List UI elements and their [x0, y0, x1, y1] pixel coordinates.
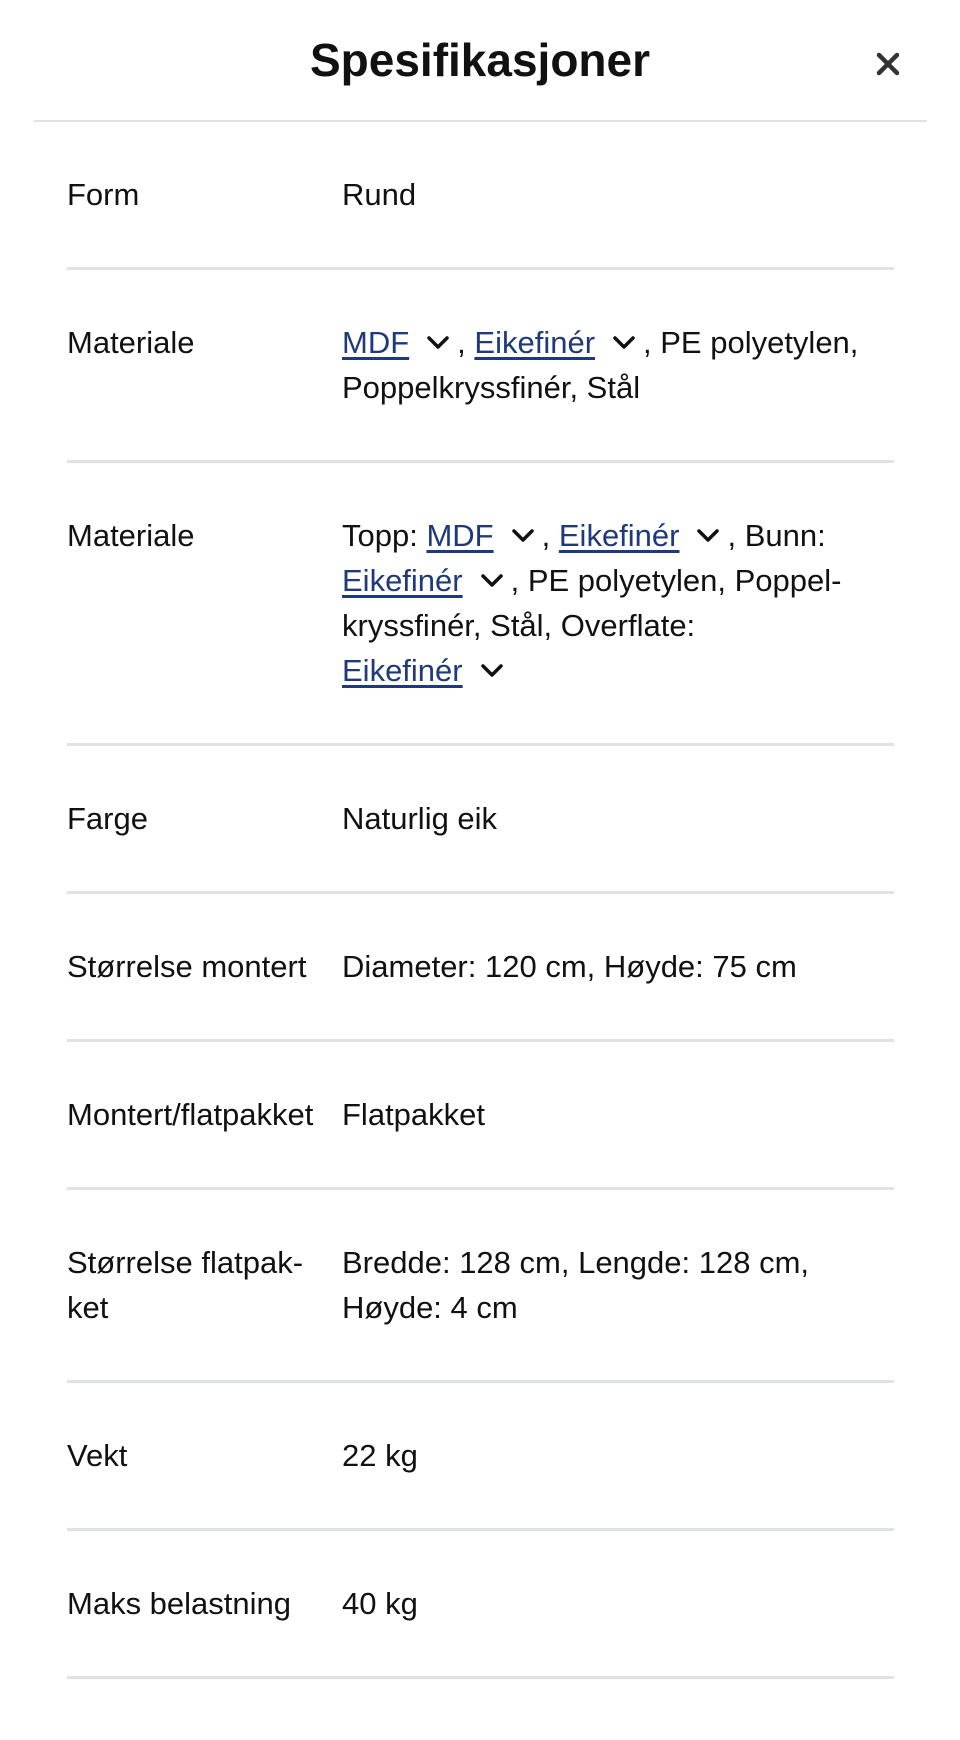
spec-row-materiale-detail	[67, 463, 894, 746]
expand-eikefiner-top-button[interactable]	[693, 524, 723, 548]
spec-text: , PE polyetylen,	[643, 325, 859, 360]
spec-text: Topp:	[342, 518, 418, 553]
spec-value	[342, 1240, 894, 1330]
spec-row-storrelse-flatpakket	[67, 1190, 894, 1383]
close-button[interactable]	[860, 36, 916, 92]
spec-text: Bredde: 128 cm, Lengde: 128 cm,	[342, 1245, 810, 1280]
spec-value: Flatpakket	[342, 1097, 486, 1132]
spec-text: , PE polyetylen, Poppel-	[510, 563, 842, 598]
chevron-down-icon	[477, 569, 507, 593]
spec-row-storrelse-montert	[67, 894, 894, 1042]
spec-row-montert-flatpakket	[67, 1042, 894, 1190]
material-link-eikefiner-top[interactable]: Eikefinér	[558, 518, 680, 553]
spec-label	[67, 1240, 342, 1330]
spec-value: Naturlig eik	[342, 801, 498, 836]
spec-label: Størrelse montert	[67, 949, 307, 984]
expand-eikefiner-bottom-button[interactable]	[477, 569, 507, 593]
expand-mdf-button[interactable]	[423, 331, 453, 355]
spec-text: ,	[541, 518, 551, 553]
spec-value: 22 kg	[342, 1438, 418, 1473]
spec-label: Farge	[67, 801, 148, 836]
spec-text: kryssfinér, Stål, Overflate:	[342, 608, 696, 643]
material-link-eikefiner-surface[interactable]: Eikefinér	[342, 653, 463, 688]
close-icon	[860, 36, 916, 92]
spec-text: , Bunn:	[727, 518, 826, 553]
spec-label: Montert/flatpakket	[67, 1097, 314, 1132]
spec-row-form	[67, 122, 894, 270]
sheet-header	[0, 0, 960, 121]
chevron-down-icon	[609, 331, 639, 355]
spec-row-farge	[67, 746, 894, 894]
material-link-mdf[interactable]: MDF	[426, 518, 494, 553]
spec-label-line: Størrelse flatpak-	[67, 1245, 304, 1280]
spec-label: Vekt	[67, 1438, 128, 1473]
material-link-mdf[interactable]: MDF	[342, 325, 410, 360]
spec-value	[342, 513, 894, 693]
spec-text: Poppelkryssfinér, Stål	[342, 370, 641, 405]
spec-value: Rund	[342, 177, 417, 212]
spec-value: Diameter: 120 cm, Høyde: 75 cm	[342, 949, 797, 984]
expand-eikefiner-button[interactable]	[609, 331, 639, 355]
spec-row-maks-belastning	[67, 1531, 894, 1679]
spec-list	[67, 122, 894, 1679]
spec-row-materiale	[67, 270, 894, 463]
spec-text: Høyde: 4 cm	[342, 1290, 518, 1325]
expand-eikefiner-surface-button[interactable]	[477, 659, 507, 683]
spec-value: 40 kg	[342, 1586, 418, 1621]
spec-label: Materiale	[67, 325, 195, 360]
spec-row-vekt	[67, 1383, 894, 1531]
chevron-down-icon	[693, 524, 723, 548]
spec-label: Maks belastning	[67, 1586, 292, 1621]
spec-value	[342, 320, 894, 410]
chevron-down-icon	[477, 659, 507, 683]
spec-label: Form	[67, 177, 140, 212]
material-link-eikefiner-bottom[interactable]: Eikefinér	[342, 563, 463, 598]
spec-text: ,	[457, 325, 466, 360]
page-title: Spesifikasjoner	[309, 34, 651, 86]
expand-mdf-button[interactable]	[508, 524, 538, 548]
chevron-down-icon	[508, 524, 538, 548]
material-link-eikefiner[interactable]: Eikefinér	[474, 325, 596, 360]
spec-label-line: ket	[67, 1290, 109, 1325]
spec-label: Materiale	[67, 518, 195, 553]
chevron-down-icon	[423, 331, 453, 355]
